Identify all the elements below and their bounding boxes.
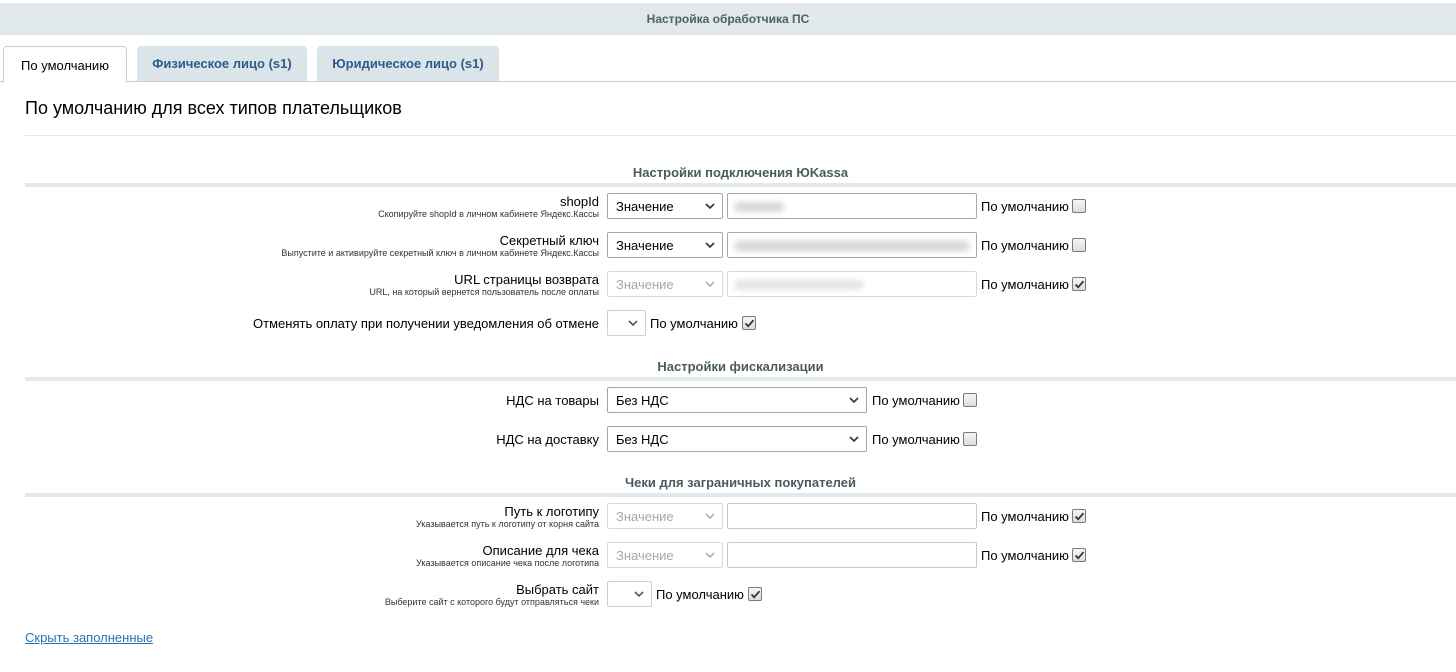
logo-type-select[interactable] [607,503,723,529]
description-default-checkbox[interactable] [1072,548,1086,562]
vat-goods-select[interactable] [607,387,867,413]
site-select[interactable] [607,581,652,607]
secret-label: Секретный ключ [499,233,599,248]
logo-path-input[interactable] [727,503,977,529]
vat-delivery-select[interactable] [607,426,867,452]
cancel-default-checkbox[interactable] [742,316,756,330]
page-title: По умолчанию для всех типов плательщиков [25,98,402,118]
shopid-default-checkbox[interactable] [1072,199,1086,213]
description-label: Описание для чека [482,543,599,558]
return-url-default-checkbox[interactable] [1072,277,1086,291]
site-default-checkbox[interactable] [748,587,762,601]
description-default-label: По умолчанию [981,547,1069,563]
logo-type-value: Значение [616,508,674,524]
description-type-select[interactable] [607,542,723,568]
site-label: Выбрать сайт [516,582,599,597]
logo-label-group [416,504,599,530]
shopid-type-value: Значение [616,198,674,214]
return-url-input[interactable] [727,271,977,297]
secret-type-select[interactable] [607,232,723,258]
secret-label-group [281,233,599,259]
description-hint: Указывается описание чека после логотипа [416,558,599,568]
chevron-down-icon [704,239,716,251]
vat-goods-default-checkbox[interactable] [963,393,977,407]
shopid-input[interactable] [727,193,977,219]
tab-legal-entity[interactable]: Юридическое лицо (s1) [317,46,499,81]
logo-label: Путь к логотипу [504,504,599,519]
hide-filled-link[interactable]: Скрыть заполненные [25,630,154,645]
tabs-bar [0,36,1456,82]
checkmark-icon [1074,550,1085,561]
secret-default-label: По умолчанию [981,237,1069,253]
return-url-default-label: По умолчанию [981,276,1069,292]
description-label-group [416,543,599,569]
secret-type-value: Значение [616,237,674,253]
return-url-label-group [369,272,599,298]
checkmark-icon [1074,279,1085,290]
return-url-type-value: Значение [616,276,674,292]
description-type-value: Значение [616,547,674,563]
vat-delivery-label: НДС на доставку [496,432,599,447]
masked-value [734,280,864,290]
logo-default-checkbox[interactable] [1072,509,1086,523]
section-divider [25,377,1456,381]
secret-key-input[interactable] [727,232,977,258]
section-title-foreign: Чеки для заграничных покупателей [625,475,856,490]
vat-goods-value: Без НДС [616,392,669,408]
chevron-down-icon [848,433,860,445]
shopid-label-group [378,194,599,220]
chevron-down-icon [704,200,716,212]
cancel-select[interactable] [607,310,646,336]
return-url-hint: URL, на который вернется пользователь после оплаты [369,287,599,297]
chevron-down-icon [627,317,639,329]
cancel-label: Отменять оплату при получении уведомления об отмене [253,316,599,331]
vat-delivery-label-group [496,432,599,447]
cancel-label-group [253,316,599,331]
return-url-label: URL страницы возврата [454,272,599,287]
secret-default-checkbox[interactable] [1072,238,1086,252]
window-title: Настройка обработчика ПС [0,3,1456,35]
cancel-default-label: По умолчанию [650,315,738,331]
checkmark-icon [744,318,755,329]
shopid-type-select[interactable] [607,193,723,219]
shopid-hint: Скопируйте shopId в личном кабинете Яндекс.Кассы [378,209,599,219]
vat-delivery-value: Без НДС [616,431,669,447]
return-url-type-select[interactable] [607,271,723,297]
shopid-label: shopId [559,194,599,209]
shopid-default-label: По умолчанию [981,198,1069,214]
tab-default[interactable]: По умолчанию [3,46,127,83]
logo-hint: Указывается путь к логотипу от корня сайта [415,519,599,529]
site-hint: Выберите сайт с которого будут отправляться чеки [384,597,599,607]
chevron-down-icon [704,278,716,290]
masked-value [734,202,784,212]
section-divider [25,493,1456,497]
section-title-fiscal: Настройки фискализации [657,359,824,374]
chevron-down-icon [704,549,716,561]
site-label-group [385,582,599,608]
vat-delivery-default-checkbox[interactable] [963,432,977,446]
vat-goods-default-label: По умолчанию [872,392,960,408]
secret-hint: Выпустите и активируйте секретный ключ в личном кабинете Яндекс.Кассы [281,248,599,258]
divider [25,135,1456,136]
vat-delivery-default-label: По умолчанию [872,431,960,447]
masked-value [734,241,970,251]
logo-default-label: По умолчанию [981,508,1069,524]
tab-individual[interactable]: Физическое лицо (s1) [137,46,307,81]
chevron-down-icon [848,394,860,406]
description-input[interactable] [727,542,977,568]
site-default-label: По умолчанию [656,586,744,602]
vat-goods-label-group [506,393,599,408]
chevron-down-icon [633,588,645,600]
checkmark-icon [750,589,761,600]
section-divider [25,183,1456,187]
vat-goods-label: НДС на товары [506,393,599,408]
chevron-down-icon [704,510,716,522]
checkmark-icon [1074,511,1085,522]
section-title-connection: Настройки подключения ЮKassa [632,165,849,180]
